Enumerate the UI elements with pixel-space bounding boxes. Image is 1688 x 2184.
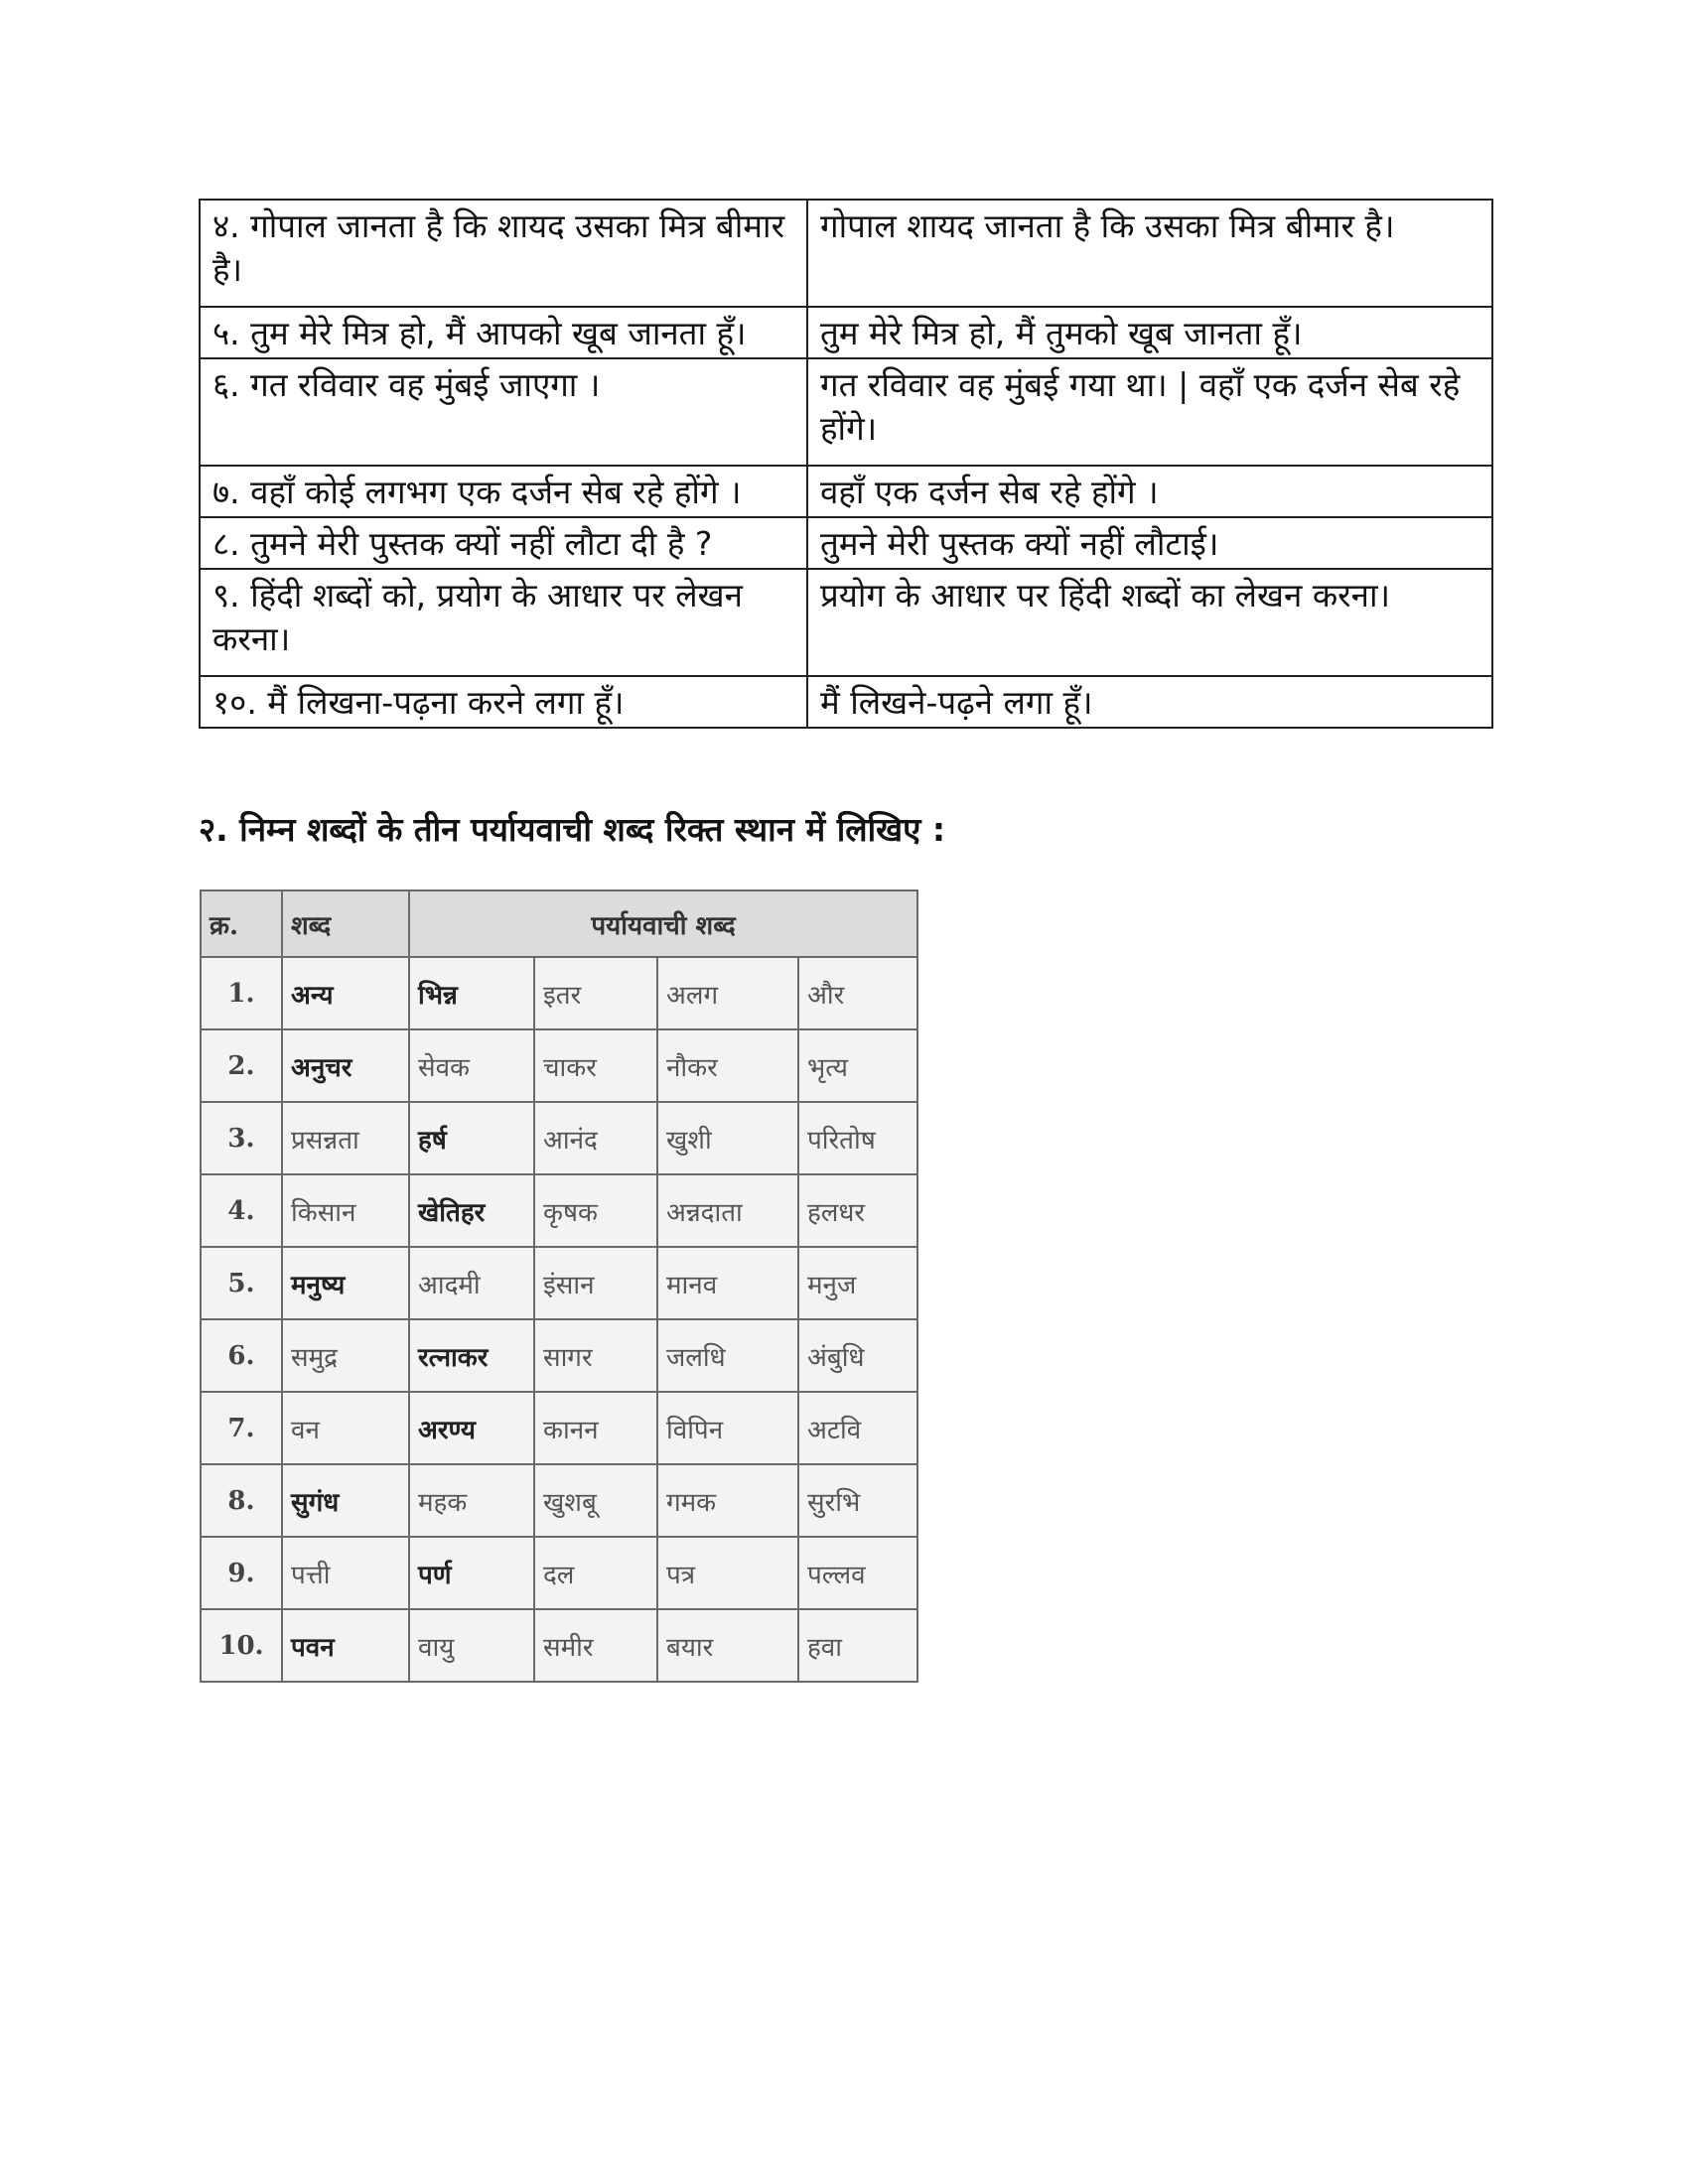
synonym-word: आदमी [409, 1247, 534, 1319]
synonym-word: मानव [657, 1247, 798, 1319]
synonym-word: हवा [798, 1609, 917, 1682]
serial-number: 7. [201, 1392, 282, 1464]
incorrect-sentence: ५. तुम मेरे मित्र हो, मैं आपको खूब जानता हूँ। [200, 307, 807, 358]
corrected-sentence: तुम मेरे मित्र हो, मैं तुमको खूब जानता हूँ। [807, 307, 1492, 358]
sentence-correction-table [199, 199, 1493, 729]
correction-row [200, 466, 1492, 517]
header-serial: क्र. [201, 890, 282, 957]
base-word: समुद्र [282, 1319, 409, 1392]
synonym-word: मनुज [798, 1247, 917, 1319]
serial-number: 1. [201, 957, 282, 1029]
synonym-word: बयार [657, 1609, 798, 1682]
corrected-sentence: तुमने मेरी पुस्तक क्यों नहीं लौटाई। [807, 517, 1492, 569]
synonym-word: नौकर [657, 1029, 798, 1102]
synonym-row [201, 1319, 917, 1392]
synonym-word: गमक [657, 1464, 798, 1537]
synonym-word: अटवि [798, 1392, 917, 1464]
synonym-word: पत्र [657, 1537, 798, 1609]
synonym-row [201, 1537, 917, 1609]
synonym-word: इतर [534, 957, 657, 1029]
correction-row [200, 358, 1492, 466]
incorrect-sentence: ४. गोपाल जानता है कि शायद उसका मित्र बीमार है। [200, 200, 807, 307]
correction-row [200, 307, 1492, 358]
corrected-sentence: मैं लिखने-पढ़ने लगा हूँ। [807, 676, 1492, 728]
synonym-word: अंबुधि [798, 1319, 917, 1392]
synonym-word: रत्नाकर [409, 1319, 534, 1392]
corrected-sentence: वहाँ एक दर्जन सेब रहे होंगे । [807, 466, 1492, 517]
base-word: प्रसन्नता [282, 1102, 409, 1174]
synonym-word: हलधर [798, 1174, 917, 1247]
synonym-word: अरण्य [409, 1392, 534, 1464]
base-word: मनुष्य [282, 1247, 409, 1319]
serial-number: 4. [201, 1174, 282, 1247]
base-word: किसान [282, 1174, 409, 1247]
correction-row [200, 517, 1492, 569]
synonym-word: आनंद [534, 1102, 657, 1174]
corrected-sentence: गत रविवार वह मुंबई गया था। | वहाँ एक दर्जन सेब रहे होंगे। [807, 358, 1492, 466]
synonym-word: खुशबू [534, 1464, 657, 1537]
incorrect-sentence: ७. वहाँ कोई लगभग एक दर्जन सेब रहे होंगे । [200, 466, 807, 517]
synonym-word: सागर [534, 1319, 657, 1392]
synonym-word: समीर [534, 1609, 657, 1682]
correction-row [200, 676, 1492, 728]
synonym-word: खुशी [657, 1102, 798, 1174]
base-word: अन्य [282, 957, 409, 1029]
synonym-word: भिन्न [409, 957, 534, 1029]
synonym-word: महक [409, 1464, 534, 1537]
base-word: पवन [282, 1609, 409, 1682]
synonym-word: दल [534, 1537, 657, 1609]
synonym-word: अन्नदाता [657, 1174, 798, 1247]
synonym-row [201, 1464, 917, 1537]
synonym-word: पल्लव [798, 1537, 917, 1609]
synonym-row [201, 1247, 917, 1319]
serial-number: 3. [201, 1102, 282, 1174]
base-word: सुगंध [282, 1464, 409, 1537]
base-word: पत्ती [282, 1537, 409, 1609]
serial-number: 5. [201, 1247, 282, 1319]
synonym-table [200, 889, 918, 1683]
incorrect-sentence: ८. तुमने मेरी पुस्तक क्यों नहीं लौटा दी है ? [200, 517, 807, 569]
synonym-word: खेतिहर [409, 1174, 534, 1247]
serial-number: 2. [201, 1029, 282, 1102]
synonym-word: और [798, 957, 917, 1029]
synonym-row [201, 1392, 917, 1464]
synonym-word: सुरभि [798, 1464, 917, 1537]
synonym-word: भृत्य [798, 1029, 917, 1102]
base-word: वन [282, 1392, 409, 1464]
serial-number: 8. [201, 1464, 282, 1537]
serial-number: 10. [201, 1609, 282, 1682]
header-synonyms: पर्यायवाची शब्द [409, 890, 917, 957]
synonym-row [201, 1174, 917, 1247]
serial-number: 9. [201, 1537, 282, 1609]
synonym-word: विपिन [657, 1392, 798, 1464]
synonym-table-header [201, 890, 917, 957]
synonym-word: परितोष [798, 1102, 917, 1174]
serial-number: 6. [201, 1319, 282, 1392]
header-word: शब्द [282, 890, 409, 957]
synonym-row [201, 957, 917, 1029]
synonym-row [201, 1609, 917, 1682]
synonym-word: जलधि [657, 1319, 798, 1392]
synonym-word: हर्ष [409, 1102, 534, 1174]
incorrect-sentence: १०. मैं लिखना-पढ़ना करने लगा हूँ। [200, 676, 807, 728]
question-2-heading: २. निम्न शब्दों के तीन पर्यायवाची शब्द रिक्त स्थान में लिखिए : [199, 810, 946, 849]
corrected-sentence: गोपाल शायद जानता है कि उसका मित्र बीमार है। [807, 200, 1492, 307]
synonym-word: अलग [657, 957, 798, 1029]
correction-row [200, 569, 1492, 676]
synonym-row [201, 1029, 917, 1102]
correction-row [200, 200, 1492, 307]
base-word: अनुचर [282, 1029, 409, 1102]
synonym-word: वायु [409, 1609, 534, 1682]
incorrect-sentence: ६. गत रविवार वह मुंबई जाएगा । [200, 358, 807, 466]
synonym-word: इंसान [534, 1247, 657, 1319]
synonym-word: पर्ण [409, 1537, 534, 1609]
synonym-row [201, 1102, 917, 1174]
incorrect-sentence: ९. हिंदी शब्दों को, प्रयोग के आधार पर लेखन करना। [200, 569, 807, 676]
synonym-word: चाकर [534, 1029, 657, 1102]
corrected-sentence: प्रयोग के आधार पर हिंदी शब्दों का लेखन करना। [807, 569, 1492, 676]
synonym-word: सेवक [409, 1029, 534, 1102]
synonym-word: कृषक [534, 1174, 657, 1247]
synonym-word: कानन [534, 1392, 657, 1464]
